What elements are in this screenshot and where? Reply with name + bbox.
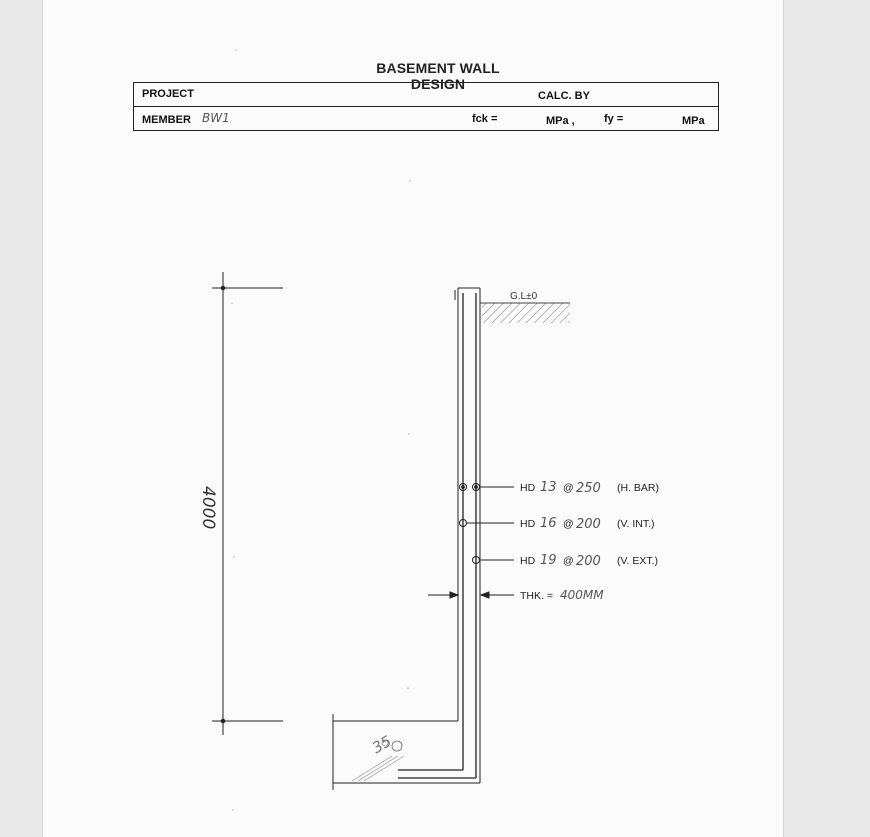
callout-2-spacing: 200 bbox=[576, 517, 601, 532]
callout-v-ext bbox=[520, 553, 658, 569]
thickness-label: THK. = bbox=[520, 590, 553, 602]
callout-3-at: @ bbox=[563, 555, 574, 567]
fck-label: fck = bbox=[472, 113, 498, 125]
member-label: MEMBER bbox=[142, 114, 191, 126]
project-label: PROJECT bbox=[142, 88, 194, 100]
callout-1-size: 13 bbox=[540, 480, 557, 495]
ground-level-label: G.L±0 bbox=[510, 291, 538, 302]
fy-label: fy = bbox=[604, 113, 624, 125]
height-dimension bbox=[212, 272, 283, 735]
callout-2-label: HD bbox=[520, 518, 536, 530]
height-dimension-text: 4000 bbox=[198, 486, 218, 530]
scan-specks bbox=[231, 49, 411, 811]
thickness-value: 400MM bbox=[560, 588, 604, 602]
page-title: BASEMENT WALL DESIGN bbox=[376, 60, 500, 92]
ground-hatch bbox=[480, 303, 570, 323]
callout-1-label: HD bbox=[520, 482, 536, 494]
callout-2-size: 16 bbox=[540, 516, 557, 531]
fck-unit: MPa , bbox=[546, 115, 575, 127]
callout-1-at: @ bbox=[563, 482, 574, 494]
callout-1-note: (H. BAR) bbox=[617, 482, 659, 494]
fy-unit: MPa bbox=[682, 115, 705, 127]
callout-3-size: 19 bbox=[540, 553, 557, 568]
leader-lines bbox=[428, 487, 514, 598]
callout-3-label: HD bbox=[520, 555, 536, 567]
callout-2-note: (V. INT.) bbox=[617, 518, 655, 530]
member-value: BW1 bbox=[202, 111, 230, 125]
callout-3-spacing: 200 bbox=[576, 554, 601, 569]
footing-mark: 35 bbox=[369, 731, 395, 758]
callout-2-at: @ bbox=[563, 518, 574, 530]
callout-v-int bbox=[520, 516, 655, 532]
callout-3-note: (V. EXT.) bbox=[617, 555, 659, 567]
thickness-callout bbox=[520, 588, 604, 602]
callout-h-bar bbox=[520, 480, 659, 496]
calc-by-label: CALC. BY bbox=[538, 90, 590, 102]
wall-outline bbox=[333, 288, 480, 790]
callout-1-spacing: 250 bbox=[576, 481, 601, 496]
